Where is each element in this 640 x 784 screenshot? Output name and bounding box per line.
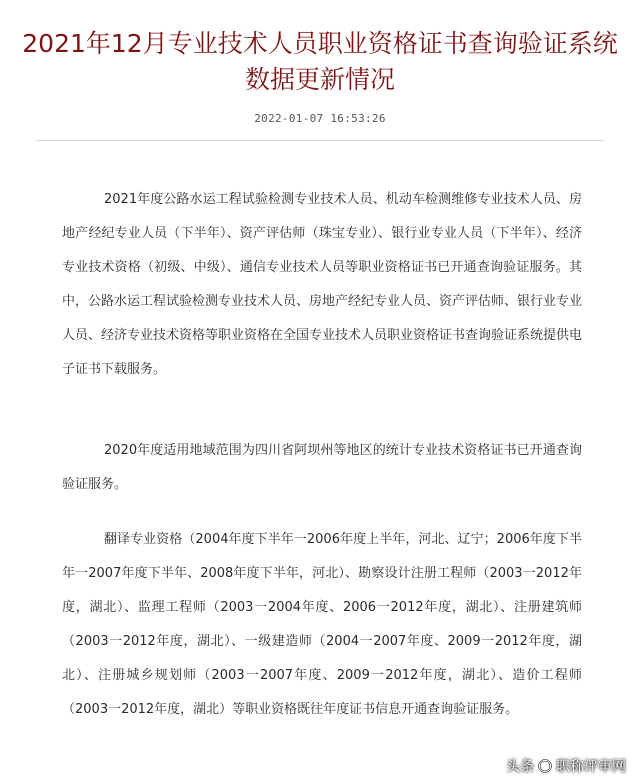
paragraph-3: 翻译专业资格（2004年度下半年一2006年度上半年，河北、辽宁；2006年度下半年一2007年度下半年、2008年度下半年，河北）、勘察设计注册工程师（2003一2012年度，湖北）、监理工程师（2003一2004年度、2006一2012年度，湖北）、注册建筑师（2003一2012年度，湖北）、一级建造师（2004一2007年度、2009一2012年度，湖北）、注册城乡规划师（2003一2007年度、2009一2012年度，湖北）、造价工程师（2003一2012年度，湖北）等职业资格既往年度证书信息开通查询验证服务。 — [62, 532, 582, 717]
watermark-prefix: 头条 — [506, 759, 534, 775]
at-icon — [538, 759, 552, 773]
divider — [36, 140, 604, 141]
watermark — [506, 756, 626, 776]
paragraph-2: 2020年度适用地域范围为四川省阿坝州等地区的统计专业技术资格证书已开通查询验证服务。 — [62, 443, 582, 492]
paragraph-1: 2021年度公路水运工程试验检测专业技术人员、机动车检测维修专业技术人员、房地产经纪专业人员（下半年）、资产评估师（珠宝专业）、银行业专业人员（下半年）、经济专业技术资格（初级、中级）、通信专业技术人员等职业资格证书已开通查询验证服务。其中，公路水运工程试验检测专业技术人员、房地产经纪专业人员、资产评估师、银行业专业人员、经济专业技术资格等职业资格在全国专业技术人员职业资格证书查询验证系统提供电子证书下载服务。 — [62, 192, 583, 377]
page-title: 2021年12月专业技术人员职业资格证书查询验证系统数据更新情况 — [22, 29, 618, 94]
publish-datetime: 2022-01-07 16:53:26 — [254, 112, 386, 125]
watermark-account: 职称评审网 — [556, 759, 626, 775]
